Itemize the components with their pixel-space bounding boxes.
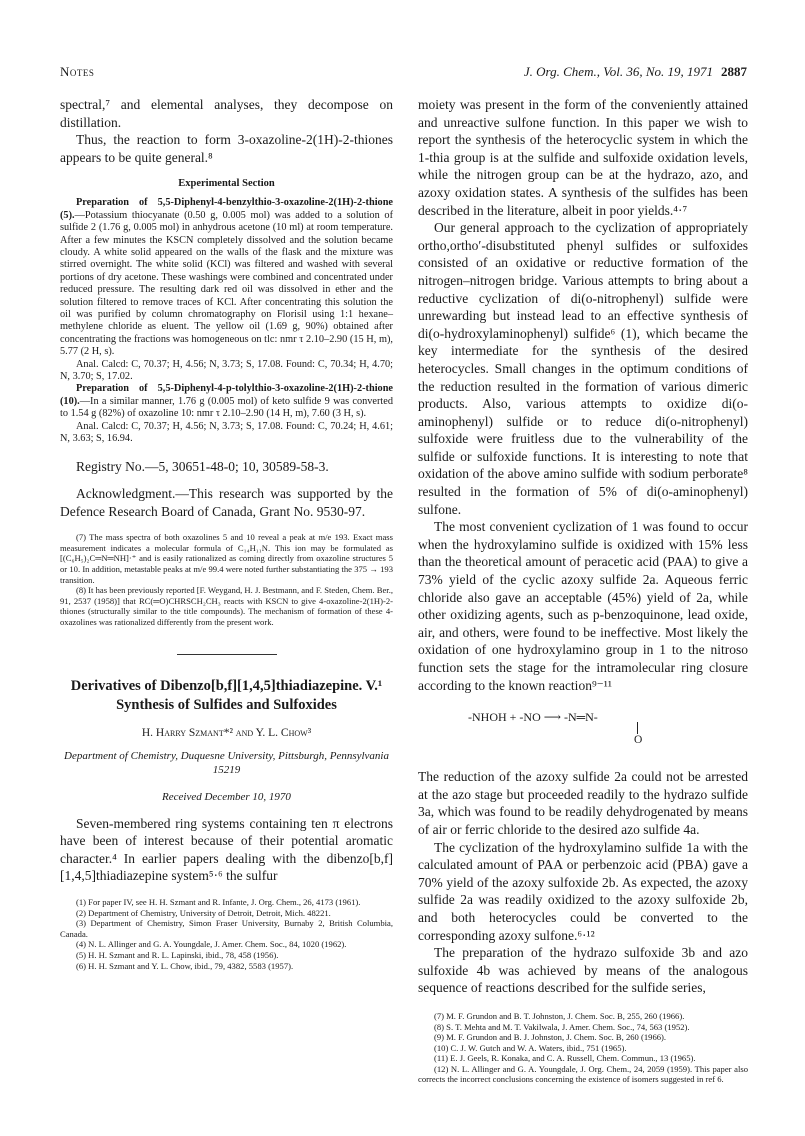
reference-item: (4) N. L. Allinger and G. A. Youngdale, J. Amer. Chem. Soc., 84, 1020 (1962). xyxy=(76,939,347,950)
reference-item: (9) M. F. Grundon and B. J. Johnston, J. Chem. Soc. B, 260 (1966). xyxy=(434,1032,667,1043)
reference-item: (1) For paper IV, see H. H. Szmant and R. Infante, J. Org. Chem., 26, 4173 (1961). xyxy=(76,897,361,907)
experimental-heading: Preparation of 5,5-Diphenyl-4-p-tolylthio-3-oxazoline-2(1H)-2-thione (10). xyxy=(60,383,393,407)
section-heading: Experimental Section xyxy=(178,178,275,190)
received-date: Received December 10, 1970 xyxy=(162,790,291,803)
article-divider xyxy=(177,654,277,655)
footnote: (7) The mass spectra of both oxazolines 5 and 10 reveal a peak at m/e 193. Exact mass measurement indicates a molecular formula of C₁₄H₁₁N. This ion may be formulated as [(C₆H₅)₂C═N═NH]·⁺ and is easily rationalized as coming directly from oxazoline structures 5 or 10. In addition, metastable peaks at m/e 99.4 were noted further substantiating the 375 → 193 transition. xyxy=(60,532,393,585)
page-number: 2887 xyxy=(721,64,747,79)
reference-item: (6) H. H. Szmant and Y. L. Chow, ibid., 79, 4382, 5583 (1957). xyxy=(76,960,294,971)
registry-numbers: Registry No.—5, 30651-48-0; 10, 30589-58-3. xyxy=(76,458,329,474)
left-column xyxy=(60,96,393,971)
analysis-line: Anal. Calcd: C, 70.37; H, 4.56; N, 3.73; S, 17.08. Found: C, 70.34; H, 4.70; N, 3.70; S, 17.02. xyxy=(60,358,393,383)
article-authors: H. Harry Szmant*² and Y. L. Chow³ xyxy=(141,726,312,739)
reference-list xyxy=(418,1011,748,1085)
paragraph: The preparation of the hydrazo sulfoxide 3b and azo sulfoxide 4b was achieved by means of the analogous sequence of reactions described for the sulfide series, xyxy=(418,945,748,996)
paragraph: Thus, the reaction to form 3-oxazoline-2(1H)-2-thiones appears to be quite general.⁸ xyxy=(60,132,393,165)
paragraph: Our general approach to the cyclization of appropriately ortho,ortho′-disubstituted phenyl sulfides or sulfoxides consisted of an oxidative or reductive formation of the nitrogen–nitrogen bridge. Various attempts to bring about a reductive cyclization of di(o-nitrophenyl) sulfide were unrewarding but instead lead to an effective synthesis of di(o-hydroxylaminophenyl) sulfide⁶ (1), which became the key intermediate for the synthesis of the desired heterocycles. Small changes in the optimum conditions of the reduction resulted in the formation of various dimeric products. Also, various attempts to oxidize di(o-aminophenyl) sulfide or to reduce di(o-nitrophenyl) sulfoxide were fruitless due to the vulnerability of the sulfide or sulfoxide functions. It is interesting to note that oxidation of the above amino sulfide with sodium perborate⁸ resulted in the formation of 5% of di(o-aminophenyl) sulfone. xyxy=(418,220,748,517)
paragraph: spectral,⁷ and elemental analyses, they decompose on distillation. xyxy=(60,97,393,130)
footnote: (8) It has been previously reported [F. Weygand, H. J. Bestmann, and F. Steden, Chem. Ber., 91, 2537 (1958)] that RC(═O)CHRSCH₂CH₃ reacts with KSCN to give 4-oxazoline-2(1H)-2-thiones (structurally similar to the title compounds). The mechanism of formation of these 4-oxazolines was rationalized differently from the present work. xyxy=(60,585,393,628)
intro-paragraph: Seven-membered ring systems containing ten π electrons have been of interest because of their potential aromatic character.⁴ In earlier papers dealing with the dibenzo[b,f][1,4,5]thiadiazepine system⁵·⁶ the sulfur xyxy=(60,815,393,884)
reaction-equation xyxy=(468,710,748,750)
reference-item: (7) M. F. Grundon and B. T. Johnston, J. Chem. Soc. B, 255, 260 (1966). xyxy=(434,1010,685,1021)
reference-item: (5) H. H. Szmant and R. L. Lapinski, ibid., 78, 458 (1956). xyxy=(76,949,279,960)
reference-item: (12) N. L. Allinger and G. A. Youngdale, J. Org. Chem., 24, 2059 (1959). This paper also corrects the incorrect conclusions concerning the existence of isomers suggested in ref 6. xyxy=(418,1063,748,1085)
experimental-paragraph xyxy=(60,197,393,358)
reference-list xyxy=(60,897,393,971)
experimental-heading: Preparation of 5,5-Diphenyl-4-benzylthio-3-oxazoline-2(1H)-2-thione (5). xyxy=(60,197,393,221)
article-affiliation: Department of Chemistry, Duquesne University, Pittsburgh, Pennsylvania 15219 xyxy=(64,749,389,776)
paragraph: The most convenient cyclization of 1 was found to occur when the hydroxylamino sulfide is oxidized with 15% less than the theoretical amount of peracetic acid (PAA) to give a 73% yield of the cyclic azoxy sulfide 2a. Aqueous ferric chloride also gave an acceptable (45%) yield of 2a, while other oxidizing agents, such as p-benzoquinone, lead oxide, air, and others, were found to be ineffective. Most likely the oxidation of one hydroxylamino group in 1 to the nitroso function sets the stage for the intramolecular ring closure according to the known reaction⁹⁻¹¹ xyxy=(418,519,748,693)
right-column xyxy=(418,96,748,1085)
running-head-section: Notes xyxy=(60,64,95,79)
reference-item: (8) S. T. Mehta and M. T. Vakilwala, J. Amer. Chem. Soc., 74, 563 (1952). xyxy=(434,1021,690,1032)
acknowledgment: Acknowledgment.—This research was supported by the Defence Research Board of Canada, Grant No. 9530-97. xyxy=(60,486,393,519)
running-head-journal xyxy=(524,64,747,80)
paragraph: moiety was present in the form of the conveniently attained and unreactive sulfone function. In this paper we wish to report the synthesis of the heterocyclic system in which the 1-thia group is at the sulfide and sulfoxide oxidation levels, while the nitrogen group can be at the hydrazo, azo, and azoxy oxidation states. A synthesis of the sulfides has been described in the literature, albeit in poor yields.⁴·⁷ xyxy=(418,97,748,218)
equation-oxygen: O xyxy=(634,734,643,747)
experimental-paragraph xyxy=(60,383,393,420)
equation-bond xyxy=(637,722,638,734)
experimental-text: —Potassium thiocyanate (0.50 g, 0.005 mol) was added to a solution of sulfide 2 (1.76 g, 0.005 mol) in anhydrous acetone (10 ml) at room temperature. After a few minutes the KSCN completely dissolved and the solution became cloudy. A white solid appeared on the walls of the flask and the mixture was stirred overnight. The white solid (KCl) was filtered and washed with several portions of dry acetone. These washings were combined and concentrated under reduced pressure. The resulting dark red oil was dissolved in ether and the solution filtered to remove traces of KCl. After concentrating this solution the oil was purified by column chromatography on Florisil using 1:1 hexane–methylene chloride as eluent. The yellow oil (1.69 g, 90%) obtained after concentrating the fractions was homogeneous on tlc: nmr τ 2.10–2.90 (15 H, m), 5.77 (2 H, s). xyxy=(60,209,393,358)
reference-item: (11) E. J. Geels, R. Konaka, and C. A. Russell, Chem. Commun., 13 (1965). xyxy=(434,1053,696,1064)
article-title: Derivatives of Dibenzo[b,f][1,4,5]thiadiazepine. V.¹ Synthesis of Sulfides and Sulfoxides xyxy=(70,677,383,713)
analysis-line: Anal. Calcd: C, 70.37; H, 4.56; N, 3.73; S, 17.08. Found: C, 70.24; H, 4.61; N, 3.63; S, 16.94. xyxy=(60,420,393,445)
paragraph: The cyclization of the hydroxylamino sulfide 1a with the calculated amount of PAA or perbenzoic acid (PBA) gave a 70% yield of the azoxy sulfoxide 2b. As expected, the azoxy sulfide 2a was readily oxidized to the azoxy sulfoxide 2b, and both heterocycles could be converted to the corresponding azoxy sulfone.⁶·¹² xyxy=(418,839,748,943)
footnotes xyxy=(60,532,393,627)
equation-text: -NHOH + -NO ⟶ -N═N- xyxy=(468,710,598,725)
reference-item: (2) Department of Chemistry, University of Detroit, Detroit, Mich. 48221. xyxy=(76,907,331,918)
paragraph: The reduction of the azoxy sulfide 2a could not be arrested at the azo stage but proceeded readily to the hydrazo sulfide 3a, which was found to be readily dehydrogenated by means of air or ferric chloride to the desired azo sulfide 4a. xyxy=(418,769,748,837)
journal-citation: J. Org. Chem., Vol. 36, No. 19, 1971 xyxy=(523,64,713,79)
experimental-text: —In a similar manner, 1.76 g (0.005 mol) of keto sulfide 9 was converted to 1.54 g (82%) of oxazoline 10: nmr τ 2.10–2.90 (14 H, m), 7.60 (3 H, s). xyxy=(60,395,393,420)
reference-item: (3) Department of Chemistry, Simon Fraser University, Burnaby 2, British Columbia, Canada. xyxy=(60,918,393,939)
reference-item: (10) C. J. W. Gutch and W. A. Waters, ibid., 751 (1965). xyxy=(434,1042,627,1053)
